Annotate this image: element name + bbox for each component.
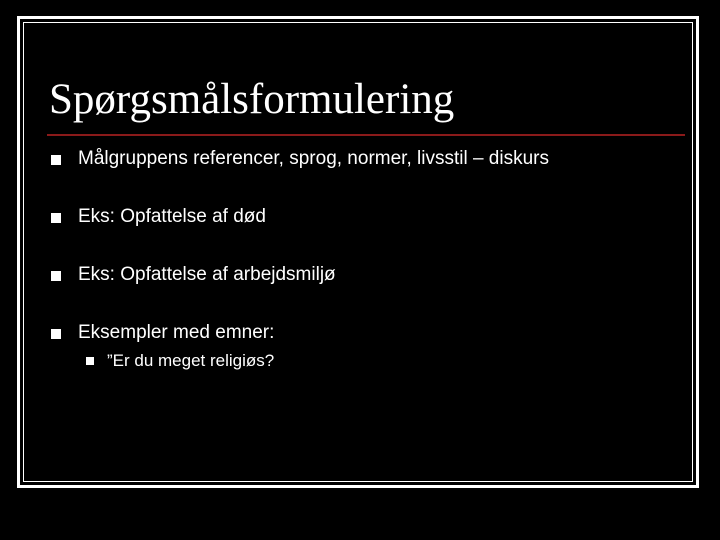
square-bullet-icon <box>51 155 61 165</box>
square-bullet-icon <box>51 329 61 339</box>
square-bullet-icon <box>51 271 61 281</box>
bullet-text: Eks: Opfattelse af arbejdsmiljø <box>78 264 336 285</box>
sub-bullet-text: ”Er du meget religiøs? <box>107 351 275 370</box>
square-bullet-icon <box>51 213 61 223</box>
title-underline <box>47 134 685 136</box>
bullet-text: Eks: Opfattelse af død <box>78 206 266 227</box>
slide-title: Spørgsmålsformulering <box>49 76 455 123</box>
square-bullet-icon <box>86 357 94 365</box>
bullet-text: Målgruppens referencer, sprog, normer, livsstil – diskurs <box>78 148 549 169</box>
bullet-text: Eksempler med emner: <box>78 322 275 343</box>
